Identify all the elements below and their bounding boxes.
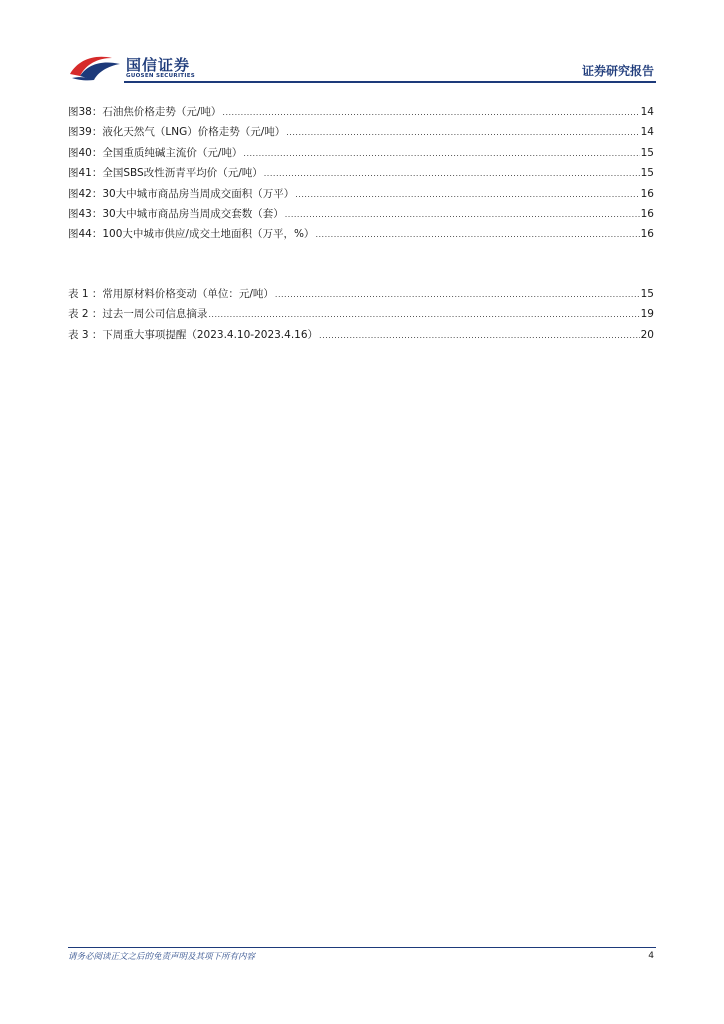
footer-divider [68, 947, 656, 948]
entry-page-number: 15 [640, 167, 654, 180]
dot-leader [295, 190, 639, 199]
dot-leader [264, 169, 640, 178]
dot-leader [222, 108, 639, 117]
entry-title: 下周重大事项提醒（2023.4.10-2023.4.16） [102, 328, 319, 341]
entry-title: 30大中城市商品房当周成交面积（万平） [102, 187, 295, 200]
entry-page-number: 15 [640, 288, 654, 300]
table-index-row[interactable] [68, 327, 654, 347]
entry-label: 表 2 ： [68, 308, 103, 321]
table-index-row[interactable] [68, 286, 654, 306]
entry-label: 图44： [68, 228, 103, 241]
entry-label: 图39： [68, 126, 103, 139]
entry-page-number: 16 [640, 228, 654, 241]
page-number: 4 [648, 951, 654, 961]
logo-chinese-name: 国信证券 [126, 56, 191, 74]
figure-index-row[interactable] [68, 206, 654, 226]
entry-page-number: 19 [640, 308, 654, 321]
figure-index [68, 104, 654, 247]
dot-leader [208, 310, 639, 319]
header-divider [124, 81, 656, 83]
entry-title: 全国SBS改性沥青平均价（元/吨） [102, 167, 263, 180]
table-index [68, 286, 654, 347]
entry-label: 表 1 ： [68, 288, 103, 300]
entry-title: 液化天然气（LNG）价格走势（元/吨） [102, 126, 286, 139]
entry-title: 石油焦价格走势（元/吨） [102, 106, 222, 118]
entry-page-number: 16 [640, 187, 654, 200]
entry-page-number: 14 [640, 106, 654, 118]
entry-title: 常用原材料价格变动（单位：元/吨） [102, 288, 274, 300]
dot-leader [243, 149, 639, 158]
figure-index-row[interactable] [68, 104, 654, 124]
page-header [68, 50, 656, 82]
entry-label: 图42： [68, 187, 103, 200]
figure-index-row[interactable] [68, 165, 654, 185]
entry-page-number: 14 [640, 126, 654, 139]
guosen-logo [68, 52, 208, 82]
dot-leader [315, 230, 639, 239]
figure-index-row[interactable] [68, 145, 654, 165]
entry-page-number: 15 [640, 146, 654, 159]
entry-page-number: 20 [640, 328, 654, 341]
entry-page-number: 16 [640, 207, 654, 220]
dot-leader [286, 128, 639, 137]
entry-title: 100大中城市供应/成交土地面积（万平，%） [102, 228, 315, 241]
table-index-row[interactable] [68, 306, 654, 326]
logo-english-name: GUOSEN SECURITIES [126, 73, 196, 79]
figure-index-row[interactable] [68, 124, 654, 144]
guosen-logo-icon [68, 52, 124, 82]
entry-label: 表 3 ： [68, 328, 103, 341]
entry-title: 过去一周公司信息摘录 [102, 308, 208, 321]
report-type-label: 证券研究报告 [581, 64, 654, 78]
dot-leader [285, 210, 640, 219]
entry-title: 全国重质纯碱主流价（元/吨） [102, 146, 243, 159]
entry-label: 图38： [68, 106, 103, 118]
entry-label: 图43： [68, 207, 103, 220]
figure-index-row[interactable] [68, 226, 654, 246]
disclaimer-note: 请务必阅读正文之后的免责声明及其项下所有内容 [68, 952, 256, 962]
figure-index-row[interactable] [68, 186, 654, 206]
entry-label: 图41： [68, 167, 103, 180]
entry-title: 30大中城市商品房当周成交套数（套） [102, 207, 284, 220]
dot-leader [319, 331, 640, 340]
dot-leader [275, 290, 640, 299]
entry-label: 图40： [68, 146, 103, 159]
